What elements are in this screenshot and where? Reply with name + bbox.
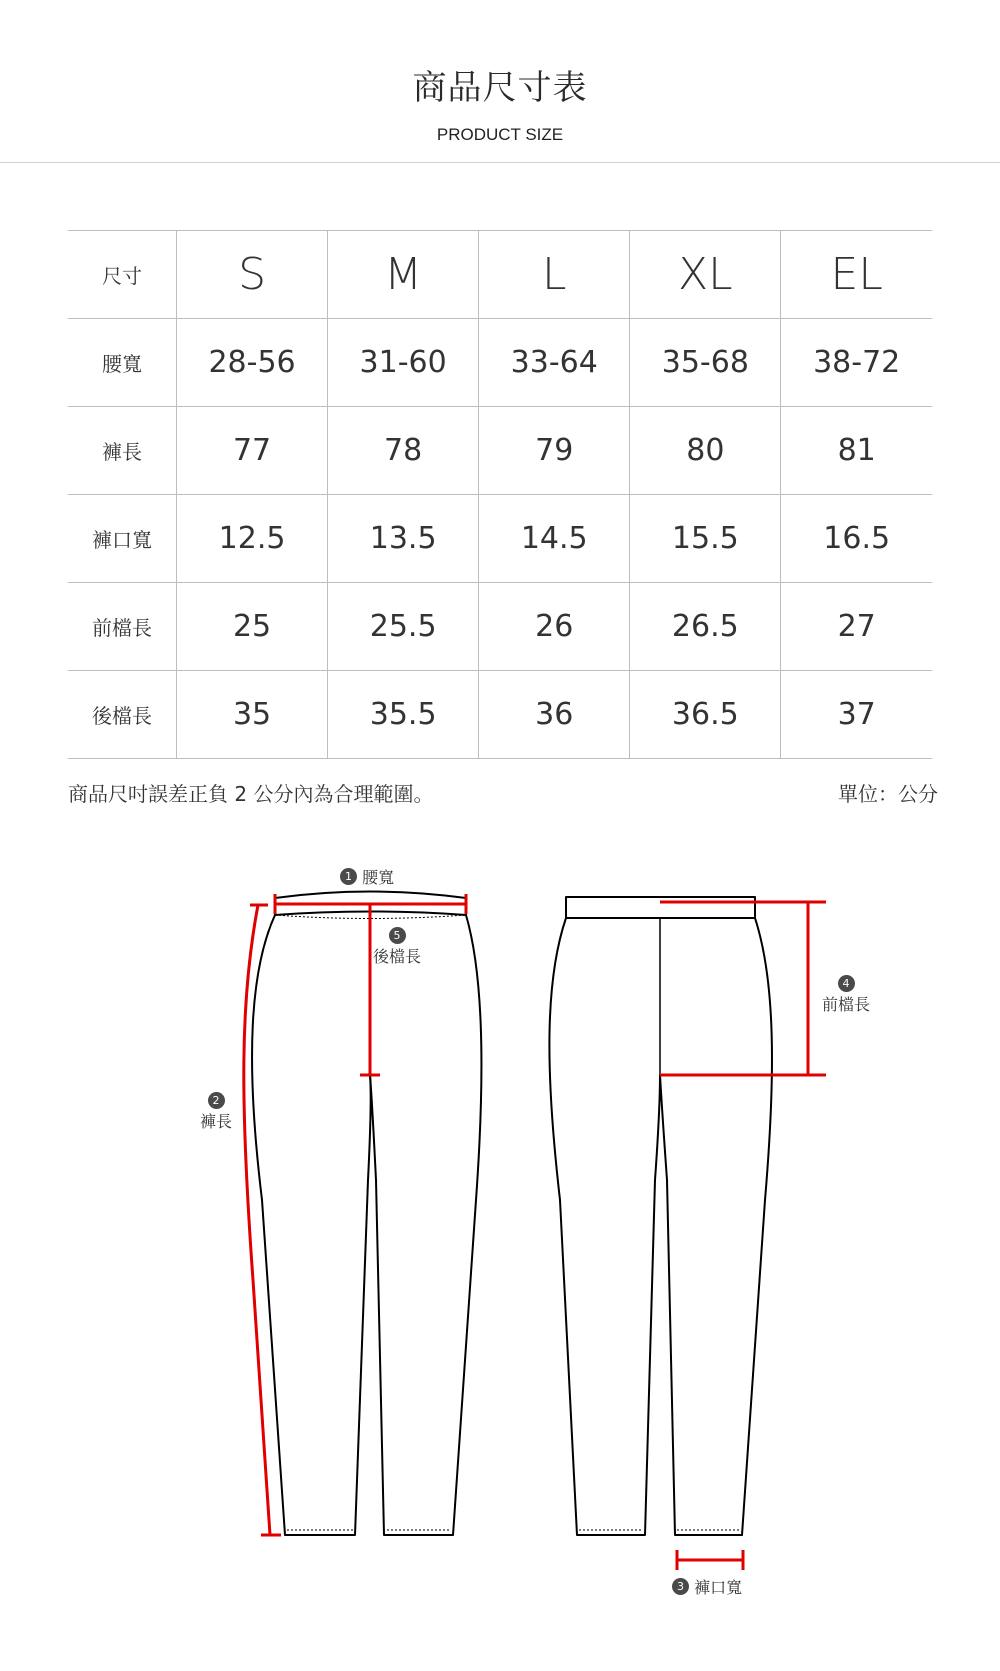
measure-label: 褲口寬 bbox=[694, 1578, 743, 1597]
table-cell: 12.5 bbox=[177, 495, 328, 583]
size-table bbox=[68, 230, 932, 759]
table-cell: 27 bbox=[781, 583, 932, 671]
table-cell: 25.5 bbox=[328, 583, 479, 671]
table-cell: 15.5 bbox=[630, 495, 781, 583]
front-pants-outline bbox=[252, 892, 481, 1536]
table-row bbox=[68, 319, 932, 407]
table-cell: 37 bbox=[781, 671, 932, 759]
table-cell: 78 bbox=[328, 407, 479, 495]
back-rise-line bbox=[660, 902, 826, 1075]
unit-note: 單位：公分 bbox=[838, 782, 938, 806]
label-front-rise bbox=[373, 925, 421, 967]
front-left-leg bbox=[252, 915, 371, 1535]
table-cell: 36.5 bbox=[630, 671, 781, 759]
row-label: 後檔長 bbox=[68, 671, 177, 759]
table-row bbox=[68, 671, 932, 759]
size-header: S bbox=[177, 231, 328, 319]
measurement-lines bbox=[244, 894, 826, 1570]
table-cell: 33-64 bbox=[479, 319, 630, 407]
back-waistband bbox=[566, 897, 755, 918]
table-row bbox=[68, 495, 932, 583]
table-cell: 14.5 bbox=[479, 495, 630, 583]
table-row bbox=[68, 583, 932, 671]
measure-label: 後檔長 bbox=[373, 947, 422, 966]
size-header: L bbox=[479, 231, 630, 319]
row-label: 腰寬 bbox=[68, 319, 177, 407]
back-right-leg bbox=[660, 918, 772, 1535]
row-label: 褲口寬 bbox=[68, 495, 177, 583]
table-cell: 80 bbox=[630, 407, 781, 495]
table-cell: 35-68 bbox=[630, 319, 781, 407]
table-cell: 26 bbox=[479, 583, 630, 671]
table-cell: 35 bbox=[177, 671, 328, 759]
table-cell: 79 bbox=[479, 407, 630, 495]
table-cell: 35.5 bbox=[328, 671, 479, 759]
badge-icon: 3 bbox=[672, 1578, 689, 1595]
table-cell: 28-56 bbox=[177, 319, 328, 407]
label-back-rise bbox=[822, 973, 870, 1015]
table-cell: 81 bbox=[781, 407, 932, 495]
row-label: 褲長 bbox=[68, 407, 177, 495]
table-cell: 13.5 bbox=[328, 495, 479, 583]
measure-label: 腰寬 bbox=[362, 868, 395, 887]
table-cell: 36 bbox=[479, 671, 630, 759]
badge-icon: 4 bbox=[838, 975, 855, 992]
table-row bbox=[68, 407, 932, 495]
label-waist-width bbox=[340, 865, 394, 888]
size-header: EL bbox=[781, 231, 932, 319]
measure-label: 前檔長 bbox=[822, 995, 871, 1014]
badge-icon: 1 bbox=[340, 868, 357, 885]
tolerance-note: 商品尺吋誤差正負 2 公分內為合理範圍。 bbox=[68, 782, 434, 806]
header-divider bbox=[0, 162, 1000, 163]
corner-label: 尺寸 bbox=[68, 231, 177, 319]
label-pants-length bbox=[200, 1090, 232, 1132]
back-pants-outline bbox=[549, 897, 772, 1535]
back-left-leg bbox=[549, 918, 660, 1535]
table-header-row bbox=[68, 231, 932, 319]
label-hem-width bbox=[672, 1575, 742, 1598]
row-label: 前檔長 bbox=[68, 583, 177, 671]
page-subtitle: PRODUCT SIZE bbox=[436, 125, 564, 144]
size-header: M bbox=[328, 231, 479, 319]
hem-width-line bbox=[677, 1550, 743, 1570]
size-header: XL bbox=[630, 231, 781, 319]
table-cell: 38-72 bbox=[781, 319, 932, 407]
measure-label: 褲長 bbox=[200, 1112, 233, 1131]
table-cell: 16.5 bbox=[781, 495, 932, 583]
table-cell: 26.5 bbox=[630, 583, 781, 671]
page-title: 商品尺寸表 bbox=[412, 68, 588, 108]
badge-icon: 2 bbox=[208, 1092, 225, 1109]
badge-icon: 5 bbox=[389, 927, 406, 944]
front-right-leg bbox=[370, 915, 481, 1535]
table-cell: 31-60 bbox=[328, 319, 479, 407]
table-cell: 77 bbox=[177, 407, 328, 495]
table-cell: 25 bbox=[177, 583, 328, 671]
